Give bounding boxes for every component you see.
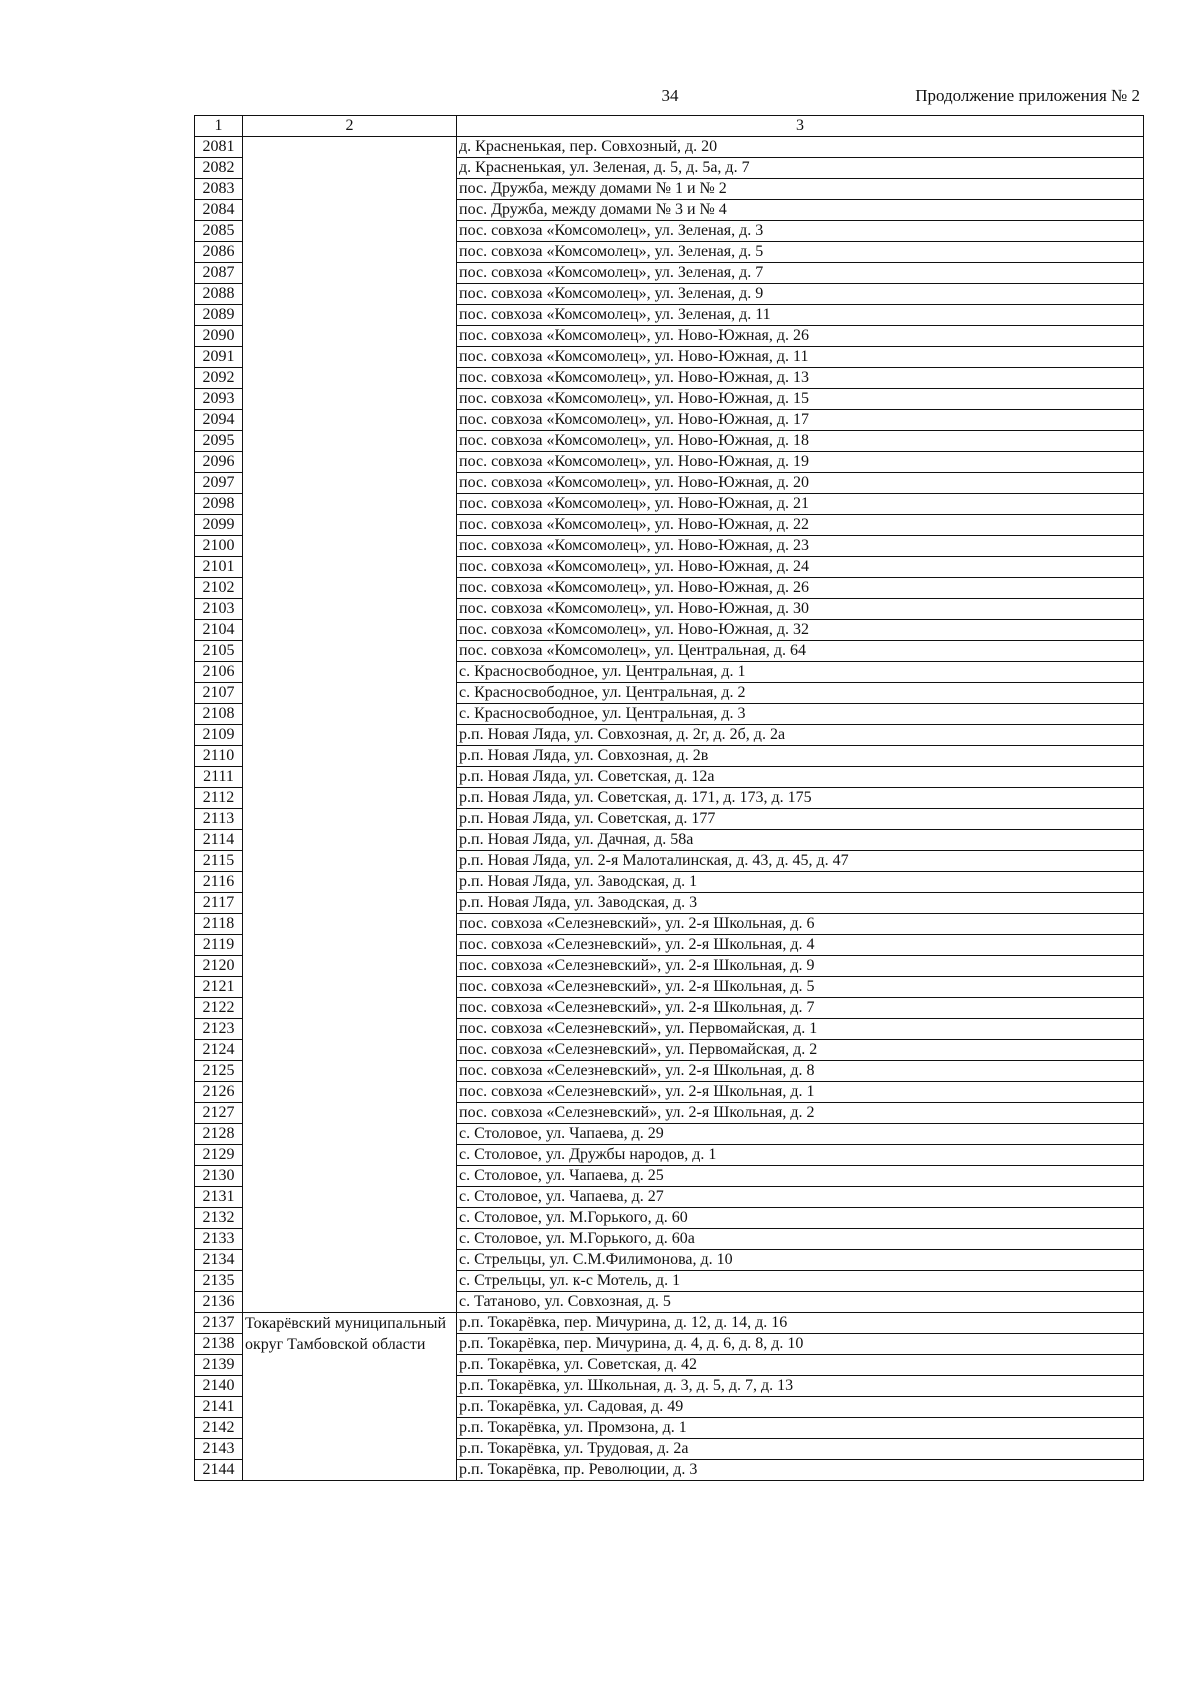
row-number-cell: 2136: [195, 1292, 243, 1313]
table-header: [195, 116, 1144, 137]
address-cell: р.п. Новая Ляда, ул. Советская, д. 12а: [457, 767, 1144, 788]
address-cell: р.п. Новая Ляда, ул. 2-я Малоталинская, д. 43, д. 45, д. 47: [457, 851, 1144, 872]
row-number-cell: 2125: [195, 1061, 243, 1082]
row-number-cell: 2092: [195, 368, 243, 389]
address-cell: р.п. Новая Ляда, ул. Совхозная, д. 2в: [457, 746, 1144, 767]
address-cell: пос. совхоза «Комсомолец», ул. Ново-Южная, д. 26: [457, 578, 1144, 599]
row-number-cell: 2086: [195, 242, 243, 263]
row-number-cell: 2109: [195, 725, 243, 746]
row-number-cell: 2096: [195, 452, 243, 473]
address-cell: пос. совхоза «Селезневский», ул. 2-я Школьная, д. 1: [457, 1082, 1144, 1103]
address-cell: с. Столовое, ул. М.Горького, д. 60: [457, 1208, 1144, 1229]
address-cell: р.п. Токарёвка, ул. Трудовая, д. 2а: [457, 1439, 1144, 1460]
address-cell: пос. совхоза «Комсомолец», ул. Ново-Южная, д. 24: [457, 557, 1144, 578]
address-cell: пос. совхоза «Селезневский», ул. 2-я Школьная, д. 9: [457, 956, 1144, 977]
row-number-cell: 2102: [195, 578, 243, 599]
row-number-cell: 2132: [195, 1208, 243, 1229]
row-number-cell: 2095: [195, 431, 243, 452]
row-number-cell: 2142: [195, 1418, 243, 1439]
address-cell: д. Красненькая, ул. Зеленая, д. 5, д. 5а, д. 7: [457, 158, 1144, 179]
row-number-cell: 2113: [195, 809, 243, 830]
row-number-cell: 2108: [195, 704, 243, 725]
row-number-cell: 2122: [195, 998, 243, 1019]
row-number-cell: 2123: [195, 1019, 243, 1040]
table-row: [195, 137, 1144, 158]
address-cell: р.п. Новая Ляда, ул. Советская, д. 177: [457, 809, 1144, 830]
address-cell: с. Красносвободное, ул. Центральная, д. 3: [457, 704, 1144, 725]
row-number-cell: 2110: [195, 746, 243, 767]
address-cell: р.п. Токарёвка, пер. Мичурина, д. 12, д. 14, д. 16: [457, 1313, 1144, 1334]
row-number-cell: 2137: [195, 1313, 243, 1334]
address-cell: пос. совхоза «Комсомолец», ул. Ново-Южная, д. 23: [457, 536, 1144, 557]
address-cell: д. Красненькая, пер. Совхозный, д. 20: [457, 137, 1144, 158]
row-number-cell: 2121: [195, 977, 243, 998]
district-cell: [243, 137, 457, 1313]
row-number-cell: 2093: [195, 389, 243, 410]
row-number-cell: 2135: [195, 1271, 243, 1292]
row-number-cell: 2130: [195, 1166, 243, 1187]
row-number-cell: 2097: [195, 473, 243, 494]
row-number-cell: 2131: [195, 1187, 243, 1208]
row-number-cell: 2105: [195, 641, 243, 662]
address-cell: р.п. Токарёвка, ул. Промзона, д. 1: [457, 1418, 1144, 1439]
column-header-number: 1: [195, 116, 243, 137]
address-cell: р.п. Новая Ляда, ул. Дачная, д. 58а: [457, 830, 1144, 851]
address-cell: пос. совхоза «Комсомолец», ул. Ново-Южная, д. 30: [457, 599, 1144, 620]
row-number-cell: 2101: [195, 557, 243, 578]
address-cell: пос. совхоза «Комсомолец», ул. Ново-Южная, д. 18: [457, 431, 1144, 452]
row-number-cell: 2112: [195, 788, 243, 809]
row-number-cell: 2094: [195, 410, 243, 431]
table-body: [195, 137, 1144, 1481]
address-cell: с. Татаново, ул. Совхозная, д. 5: [457, 1292, 1144, 1313]
address-cell: пос. совхоза «Комсомолец», ул. Зеленая, д. 11: [457, 305, 1144, 326]
row-number-cell: 2138: [195, 1334, 243, 1355]
address-cell: с. Столовое, ул. Чапаева, д. 29: [457, 1124, 1144, 1145]
address-cell: р.п. Токарёвка, ул. Школьная, д. 3, д. 5, д. 7, д. 13: [457, 1376, 1144, 1397]
row-number-cell: 2111: [195, 767, 243, 788]
row-number-cell: 2141: [195, 1397, 243, 1418]
row-number-cell: 2091: [195, 347, 243, 368]
address-cell: пос. совхоза «Комсомолец», ул. Зеленая, д. 7: [457, 263, 1144, 284]
row-number-cell: 2117: [195, 893, 243, 914]
address-cell: пос. совхоза «Комсомолец», ул. Ново-Южная, д. 15: [457, 389, 1144, 410]
row-number-cell: 2143: [195, 1439, 243, 1460]
address-cell: с. Красносвободное, ул. Центральная, д. 2: [457, 683, 1144, 704]
address-cell: пос. совхоза «Селезневский», ул. Первомайская, д. 2: [457, 1040, 1144, 1061]
address-cell: р.п. Токарёвка, пр. Революции, д. 3: [457, 1460, 1144, 1481]
column-header-district: 2: [243, 116, 457, 137]
row-number-cell: 2129: [195, 1145, 243, 1166]
address-cell: с. Стрельцы, ул. С.М.Филимонова, д. 10: [457, 1250, 1144, 1271]
row-number-cell: 2126: [195, 1082, 243, 1103]
row-number-cell: 2107: [195, 683, 243, 704]
address-cell: пос. совхоза «Комсомолец», ул. Ново-Южная, д. 22: [457, 515, 1144, 536]
address-cell: с. Стрельцы, ул. к-с Мотель, д. 1: [457, 1271, 1144, 1292]
row-number-cell: 2128: [195, 1124, 243, 1145]
row-number-cell: 2119: [195, 935, 243, 956]
appendix-continuation-note: Продолжение приложения № 2: [915, 86, 1140, 105]
address-cell: пос. совхоза «Селезневский», ул. 2-я Школьная, д. 7: [457, 998, 1144, 1019]
row-number-cell: 2084: [195, 200, 243, 221]
row-number-cell: 2114: [195, 830, 243, 851]
address-cell: с. Столовое, ул. Дружбы народов, д. 1: [457, 1145, 1144, 1166]
address-cell: пос. совхоза «Комсомолец», ул. Ново-Южная, д. 26: [457, 326, 1144, 347]
column-header-address: 3: [457, 116, 1144, 137]
row-number-cell: 2133: [195, 1229, 243, 1250]
address-cell: пос. совхоза «Селезневский», ул. Первомайская, д. 1: [457, 1019, 1144, 1040]
row-number-cell: 2083: [195, 179, 243, 200]
row-number-cell: 2090: [195, 326, 243, 347]
row-number-cell: 2118: [195, 914, 243, 935]
address-cell: р.п. Токарёвка, ул. Советская, д. 42: [457, 1355, 1144, 1376]
row-number-cell: 2099: [195, 515, 243, 536]
row-number-cell: 2124: [195, 1040, 243, 1061]
district-cell: Токарёвский муниципальный округ Тамбовской области: [243, 1313, 457, 1481]
row-number-cell: 2085: [195, 221, 243, 242]
row-number-cell: 2089: [195, 305, 243, 326]
address-cell: с. Столовое, ул. Чапаева, д. 25: [457, 1166, 1144, 1187]
row-number-cell: 2134: [195, 1250, 243, 1271]
address-cell: пос. совхоза «Комсомолец», ул. Ново-Южная, д. 19: [457, 452, 1144, 473]
address-cell: пос. совхоза «Комсомолец», ул. Ново-Южная, д. 32: [457, 620, 1144, 641]
address-cell: пос. совхоза «Селезневский», ул. 2-я Школьная, д. 5: [457, 977, 1144, 998]
address-cell: пос. совхоза «Комсомолец», ул. Ново-Южная, д. 17: [457, 410, 1144, 431]
row-number-cell: 2103: [195, 599, 243, 620]
address-cell: р.п. Новая Ляда, ул. Заводская, д. 1: [457, 872, 1144, 893]
address-cell: пос. Дружба, между домами № 3 и № 4: [457, 200, 1144, 221]
address-cell: р.п. Новая Ляда, ул. Совхозная, д. 2г, д. 2б, д. 2а: [457, 725, 1144, 746]
row-number-cell: 2127: [195, 1103, 243, 1124]
address-cell: р.п. Токарёвка, ул. Садовая, д. 49: [457, 1397, 1144, 1418]
address-cell: р.п. Токарёвка, пер. Мичурина, д. 4, д. 6, д. 8, д. 10: [457, 1334, 1144, 1355]
address-cell: с. Столовое, ул. Чапаева, д. 27: [457, 1187, 1144, 1208]
address-cell: пос. совхоза «Комсомолец», ул. Ново-Южная, д. 21: [457, 494, 1144, 515]
row-number-cell: 2100: [195, 536, 243, 557]
address-cell: пос. совхоза «Комсомолец», ул. Ново-Южная, д. 20: [457, 473, 1144, 494]
row-number-cell: 2116: [195, 872, 243, 893]
table-row: [195, 1313, 1144, 1334]
row-number-cell: 2082: [195, 158, 243, 179]
address-cell: пос. совхоза «Селезневский», ул. 2-я Школьная, д. 2: [457, 1103, 1144, 1124]
address-cell: р.п. Новая Ляда, ул. Заводская, д. 3: [457, 893, 1144, 914]
address-cell: пос. совхоза «Комсомолец», ул. Зеленая, д. 3: [457, 221, 1144, 242]
row-number-cell: 2120: [195, 956, 243, 977]
address-cell: пос. Дружба, между домами № 1 и № 2: [457, 179, 1144, 200]
address-cell: с. Красносвободное, ул. Центральная, д. 1: [457, 662, 1144, 683]
row-number-cell: 2144: [195, 1460, 243, 1481]
address-cell: пос. совхоза «Селезневский», ул. 2-я Школьная, д. 4: [457, 935, 1144, 956]
address-cell: пос. совхоза «Комсомолец», ул. Зеленая, д. 5: [457, 242, 1144, 263]
row-number-cell: 2115: [195, 851, 243, 872]
row-number-cell: 2140: [195, 1376, 243, 1397]
row-number-cell: 2139: [195, 1355, 243, 1376]
address-cell: пос. совхоза «Селезневский», ул. 2-я Школьная, д. 6: [457, 914, 1144, 935]
address-cell: пос. совхоза «Селезневский», ул. 2-я Школьная, д. 8: [457, 1061, 1144, 1082]
address-cell: пос. совхоза «Комсомолец», ул. Зеленая, д. 9: [457, 284, 1144, 305]
row-number-cell: 2087: [195, 263, 243, 284]
row-number-cell: 2088: [195, 284, 243, 305]
address-cell: пос. совхоза «Комсомолец», ул. Ново-Южная, д. 13: [457, 368, 1144, 389]
address-cell: пос. совхоза «Комсомолец», ул. Центральная, д. 64: [457, 641, 1144, 662]
page-number: 34: [661, 86, 679, 105]
address-register-table: [194, 115, 1144, 1481]
table-header-row: [195, 116, 1144, 137]
address-cell: пос. совхоза «Комсомолец», ул. Ново-Южная, д. 11: [457, 347, 1144, 368]
address-cell: с. Столовое, ул. М.Горького, д. 60а: [457, 1229, 1144, 1250]
address-cell: р.п. Новая Ляда, ул. Советская, д. 171, д. 173, д. 175: [457, 788, 1144, 809]
row-number-cell: 2098: [195, 494, 243, 515]
row-number-cell: 2104: [195, 620, 243, 641]
row-number-cell: 2106: [195, 662, 243, 683]
row-number-cell: 2081: [195, 137, 243, 158]
